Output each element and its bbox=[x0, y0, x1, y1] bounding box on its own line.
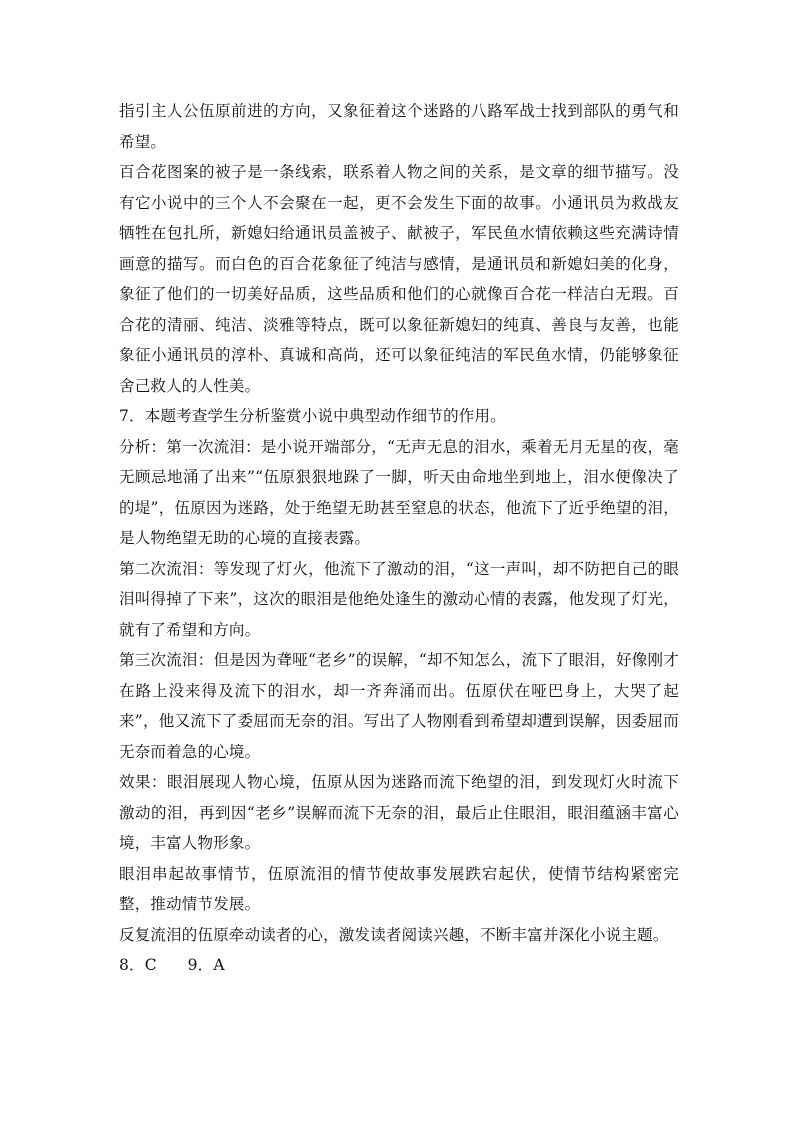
paragraph-second-tears: 第二次流泪：等发现了灯火，他流下了激动的泪，“这一声叫，却不防把自己的眼泪叫得掉了下来”，这次的眼泪是他绝处逢生的激动心情的表露，他发现了灯光，就有了希望和方向。 bbox=[119, 559, 679, 639]
paragraph-first-tears: 分析：第一次流泪：是小说开端部分，“无声无息的泪水，乘着无月无星的夜，毫无顾忌地涌了出来”“伍原狠狠地跺了一脚，听天由命地坐到地上，泪水便像决了的堤”，伍原因为迷路，处于绝望无助甚至窒息的状态，他流下了近乎绝望的泪，是人物绝望无助的心境的直接表露。 bbox=[119, 437, 679, 547]
answer-analysis-text bbox=[119, 96, 679, 981]
answers-8-9: 8．C 9．A bbox=[119, 956, 225, 974]
paragraph-question-7: 7．本题考查学生分析鉴赏小说中典型动作细节的作用。 bbox=[119, 407, 506, 425]
paragraph-effect: 效果：眼泪展现人物心境，伍原从因为迷路而流下绝望的泪，到发现灯火时流下激动的泪，再到因“老乡”误解而流下无奈的泪，最后止住眼泪，眼泪蕴涵丰富心境，丰富人物形象。 bbox=[119, 773, 679, 852]
paragraph-symbolism-end: 指引主人公伍原前进的方向，又象征着这个迷路的八路军战士找到部队的勇气和希望。 bbox=[119, 102, 679, 151]
paragraph-theme: 反复流泪的伍原牵动读者的心，激发读者阅读兴趣，不断丰富并深化小说主题。 bbox=[119, 925, 669, 944]
paragraph-lily-quilt: 百合花图案的被子是一条线索，联系着人物之间的关系，是文章的细节描写。没有它小说中的三个人不会聚在一起，更不会发生下面的故事。小通讯员为救战友牺牲在包扎所，新媳妇给通讯员盖被子、献被子，军民鱼水情依赖这些充满诗情画意的描写。而白色的百合花象征了纯洁与感情，是通讯员和新媳妇美的化身，象征了他们的一切美好品质，这些品质和他们的心就像百合花一样洁白无瑕。百合花的清丽、纯洁、淡雅等特点，既可以象征新媳妇的纯真、善良与友善，也能象征小通讯员的淳朴、真诚和高尚，还可以象征纯洁的军民鱼水情，仍能够象征舍己救人的人性美。 bbox=[119, 163, 679, 395]
paragraph-plot: 眼泪串起故事情节，伍原流泪的情节使故事发展跌宕起伏，使情节结构紧密完整，推动情节发展。 bbox=[119, 864, 679, 913]
paragraph-third-tears: 第三次流泪：但是因为聋哑“老乡”的误解，“却不知怎么，流下了眼泪，好像刚才在路上没来得及流下的泪水，却一齐奔涌而出。伍原伏在哑巴身上，大哭了起来”，他又流下了委屈而无奈的泪。写出了人物刚看到希望却遭到误解，因委屈而无奈而着急的心境。 bbox=[119, 651, 679, 761]
